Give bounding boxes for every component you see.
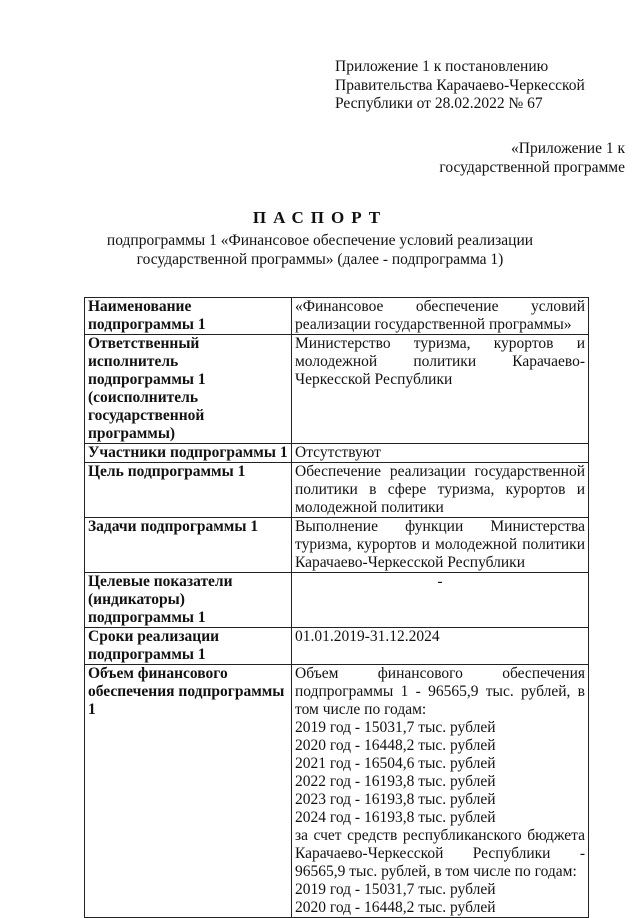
row-label: Задачи подпрограммы 1 <box>85 518 292 573</box>
passport-title: ПАСПОРТ <box>252 208 388 227</box>
table-row <box>85 444 589 463</box>
passport-table <box>84 297 589 918</box>
table-row-funding <box>85 665 589 918</box>
funding-intro: Объем финансового обеспечения подпрограммы 1 - 96565,9 тыс. рублей, в том числе по годам: <box>295 665 585 718</box>
funding-year: 2022 год - 16193,8 тыс. рублей <box>295 773 496 790</box>
regional-funding-intro: за счет средств республиканского бюджета Карачаево-Черкесской Республики - 96565,9 тыс. рублей, в том числе по годам: <box>295 827 585 880</box>
table-row <box>85 463 589 518</box>
approval-line: Республики от 28.02.2022 № 67 <box>335 95 543 112</box>
funding-year: 2019 год - 15031,7 тыс. рублей <box>295 719 496 736</box>
table-row <box>85 518 589 573</box>
row-value: Отсутствуют <box>292 444 589 463</box>
approval-line: Приложение 1 к постановлению <box>335 58 549 75</box>
appendix-line: «Приложение 1 к <box>511 140 625 157</box>
row-label: Ответственный исполнитель подпрограммы 1 (соисполнитель государственной программы) <box>85 335 292 444</box>
funding-year: 2021 год - 16504,6 тыс. рублей <box>295 755 496 772</box>
row-label: Цель подпрограммы 1 <box>85 463 292 518</box>
table-row <box>85 298 589 335</box>
table-row <box>85 573 589 628</box>
appendix-line: государственной программе <box>439 159 625 176</box>
row-label: Объем финансового обеспечения подпрограммы 1 <box>85 665 292 918</box>
regional-funding-year: 2020 год - 16448,2 тыс. рублей <box>295 899 496 916</box>
passport-heading <box>80 208 560 269</box>
appendix-note <box>400 139 625 177</box>
passport-subtitle: подпрограммы 1 «Финансовое обеспечение условий реализации государственной программы» (далее - подпрограмма 1) <box>106 232 534 268</box>
funding-year: 2020 год - 16448,2 тыс. рублей <box>295 737 496 754</box>
approval-note <box>335 58 625 114</box>
row-label: Участники подпрограммы 1 <box>85 444 292 463</box>
row-value: - <box>292 573 589 628</box>
row-value: Выполнение функции Министерства туризма, курортов и молодежной политики Карачаево-Черкесской Республики <box>292 518 589 573</box>
row-label: Наименование подпрограммы 1 <box>85 298 292 335</box>
row-value: Обеспечение реализации государственной политики в сфере туризма, курортов и молодежной политики <box>292 463 589 518</box>
funding-value <box>292 665 589 918</box>
approval-line: Правительства Карачаево-Черкесской <box>335 76 585 94</box>
table-row <box>85 335 589 444</box>
row-value: Министерство туризма, курортов и молодежной политики Карачаево-Черкесской Республики <box>292 335 589 444</box>
regional-funding-year: 2019 год - 15031,7 тыс. рублей <box>295 881 496 898</box>
row-label: Целевые показатели (индикаторы) подпрограммы 1 <box>85 573 292 628</box>
row-value: «Финансовое обеспечение условий реализации государственной программы» <box>292 298 589 335</box>
table-row <box>85 628 589 665</box>
funding-year: 2023 год - 16193,8 тыс. рублей <box>295 791 496 808</box>
funding-year: 2024 год - 16193,8 тыс. рублей <box>295 809 496 826</box>
row-label: Сроки реализации подпрограммы 1 <box>85 628 292 665</box>
row-value: 01.01.2019-31.12.2024 <box>292 628 589 665</box>
